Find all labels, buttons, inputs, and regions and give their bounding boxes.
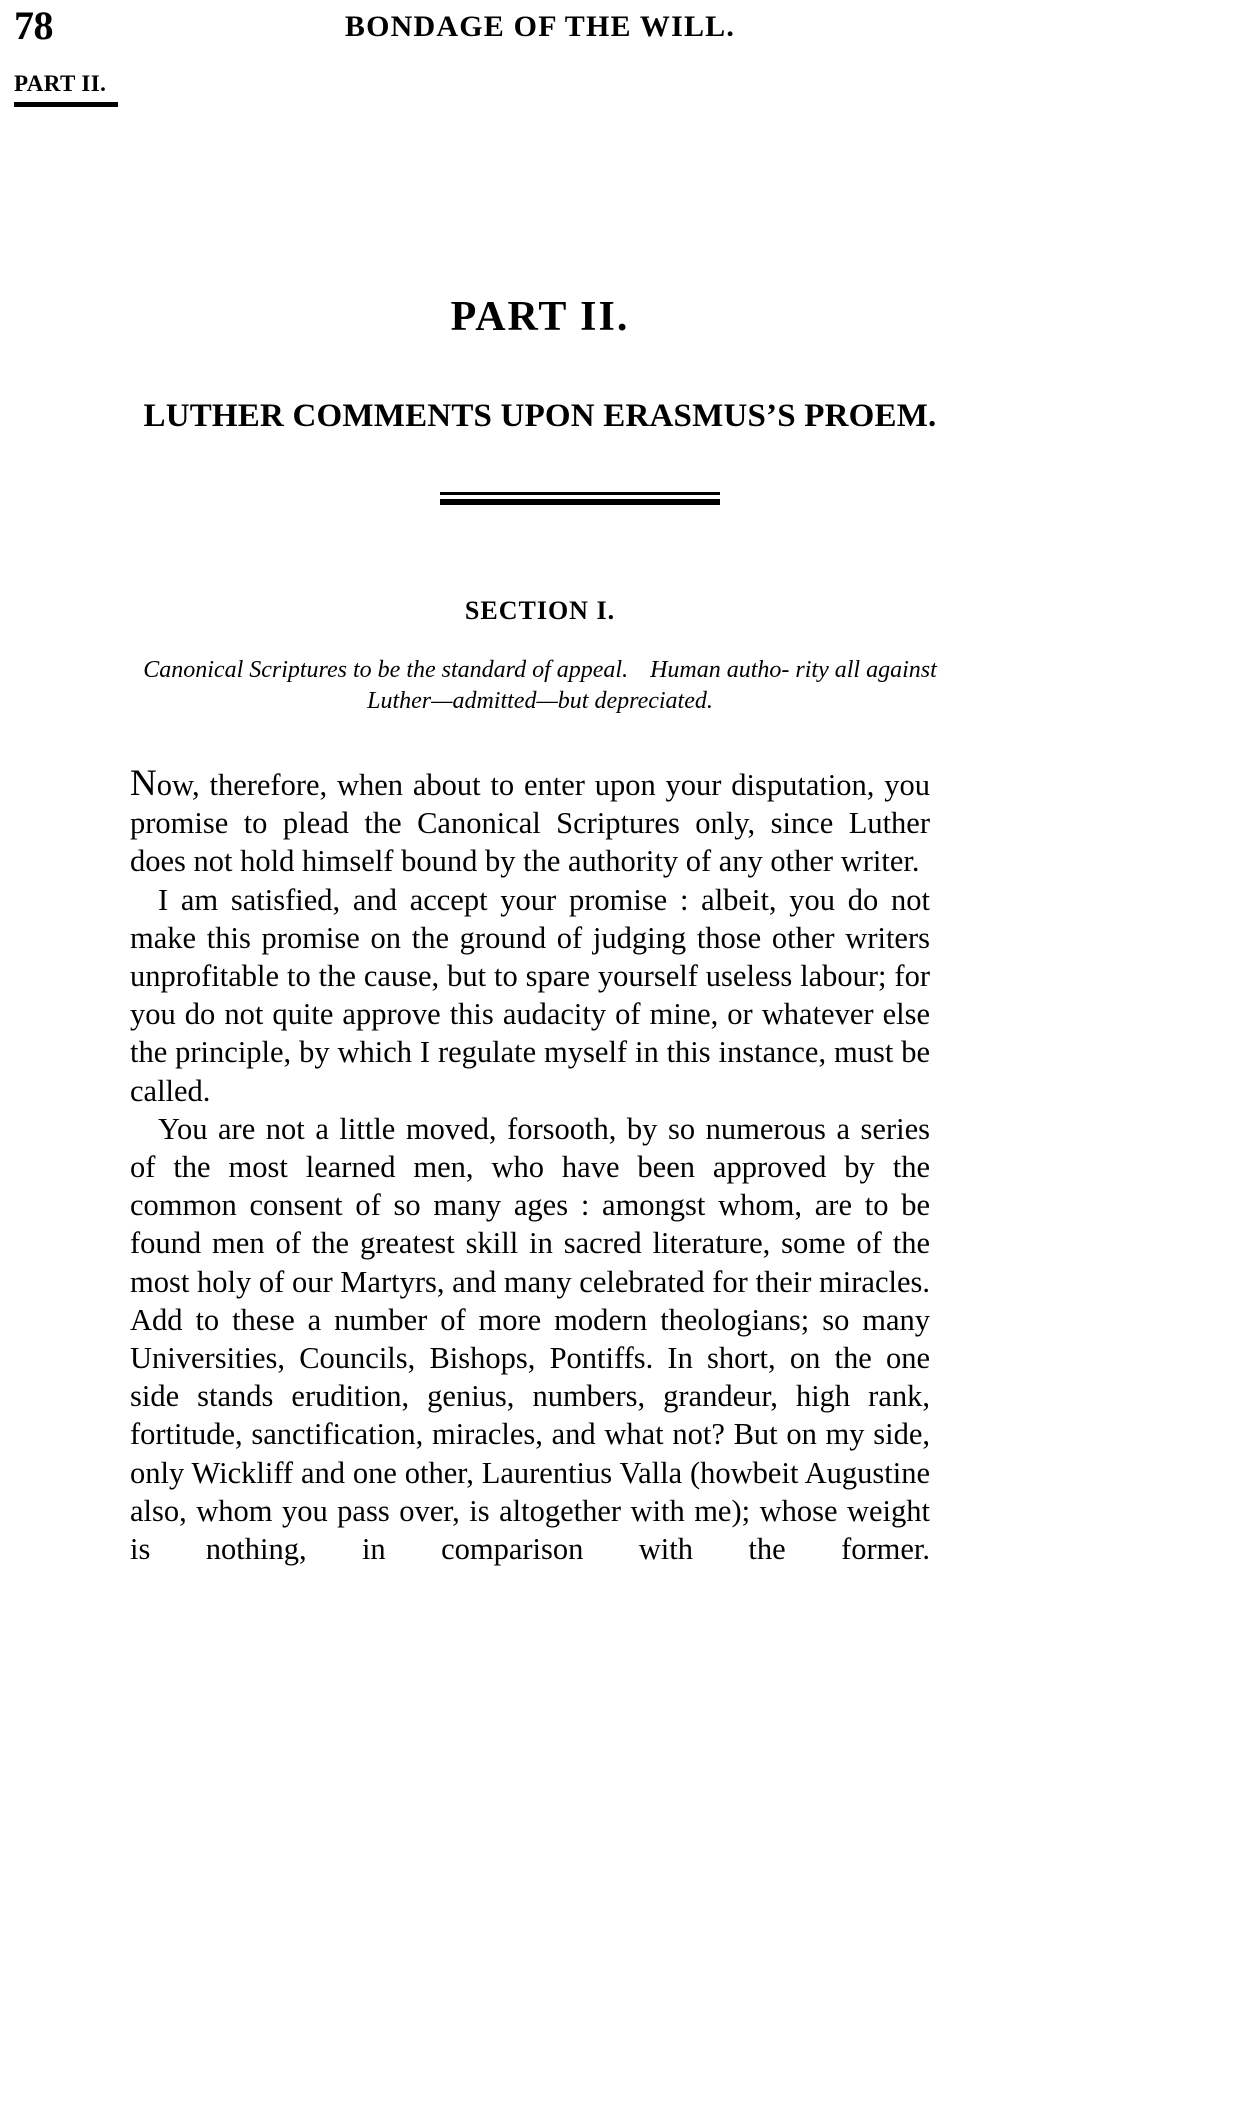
section-argument <box>140 655 940 717</box>
paragraph-initial-letter: N <box>130 763 157 804</box>
section-title: SECTION I. <box>464 596 616 625</box>
part-side-label-rule <box>14 102 118 107</box>
paragraph-1-text: ow, therefore, when about to enter upon your disputation, you promise to plead the Canonical Scriptures only, since Luther does not hold himself bound by the authority of any other writer. <box>130 768 930 879</box>
part-side-label: PART II. <box>14 71 107 96</box>
chapter-title: LUTHER COMMENTS UPON ERASMUS’S PROEM. <box>143 398 937 434</box>
argument-line-1b: Human autho- <box>650 657 790 683</box>
ornament-thick-rule <box>440 499 720 505</box>
part-title: PART II. <box>450 294 630 340</box>
paragraph-3: You are not a little moved, forsooth, by so numerous a series of the most learned men, who have been approved by the common consent of so many ages : amongst whom, are to be found men of the greatest skill in sacred literature, some of the most holy of our Martyrs, and many celebrated for their miracles. Add to these a number of more modern theologians; so many Universities, Councils, Bishops, Pontiffs. In short, on the one side stands erudition, genius, numbers, grandeur, high rank, fortitude, sanctification, miracles, and what not? But on my side, only Wickliff and one other, Laurentius Valla (howbeit Augustine also, whom you pass over, is altogether with me); whose weight is nothing, in comparison with the former. <box>130 1111 930 1567</box>
argument-line-1: Canonical Scriptures to be the standard of appeal. <box>143 657 629 683</box>
paragraph-2: I am satisfied, and accept your promise : albeit, you do not make this promise on the ground of judging those other writers unprofitable to the cause, but to spare yourself useless labour; for you do not quite approve this audacity of mine, or whatever else the principle, by which I regulate myself in this instance, must be called. <box>130 882 930 1108</box>
running-title: BONDAGE OF THE WILL. <box>344 10 736 43</box>
ornament-thin-rule <box>440 492 720 495</box>
paragraph-1 <box>130 763 930 881</box>
argument-line-2: rity all against Luther—admitted—but depreciated. <box>367 657 937 714</box>
ornamental-double-rule <box>440 492 720 506</box>
page-folio-number: 78 <box>14 3 53 48</box>
body-text <box>130 763 930 1568</box>
running-head <box>0 3 1240 58</box>
